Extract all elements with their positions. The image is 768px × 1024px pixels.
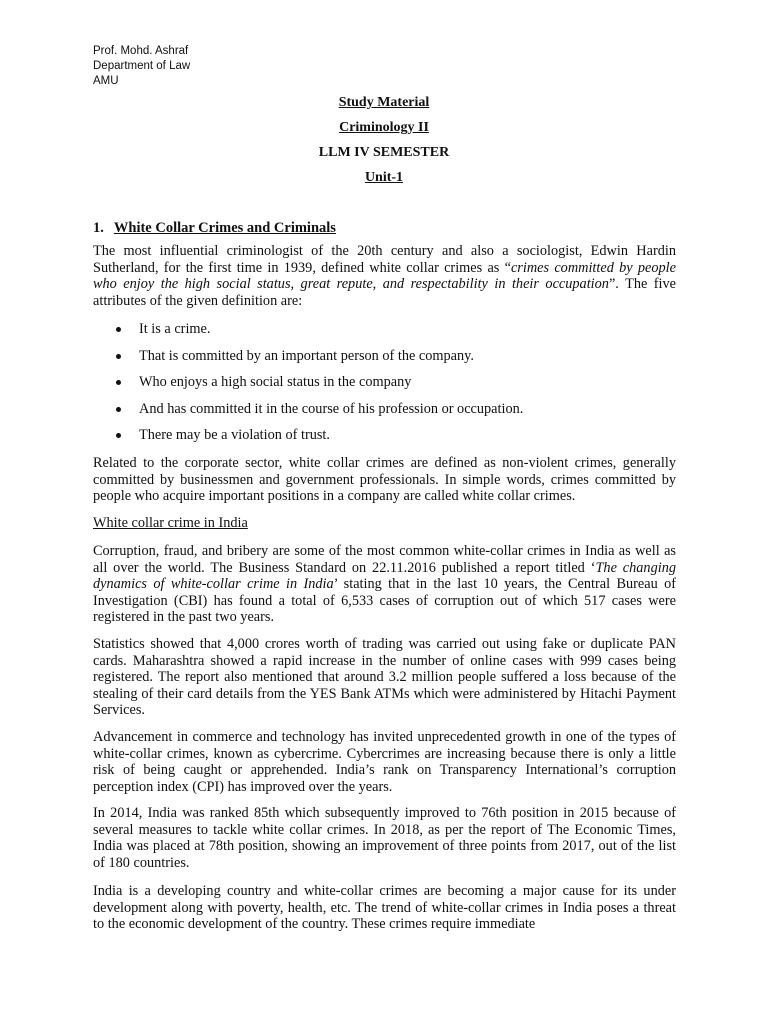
paragraph-corporate: Related to the corporate sector, white collar crimes are defined as non-violent crimes, generally committed by businessmen and government professionals. In simple words, crimes committed by people who acquire important positions in a company are called white collar crimes. (93, 455, 676, 505)
list-item (113, 320, 523, 347)
paragraph-development: India is a developing country and white-collar crimes are becoming a major cause for its under development along with poverty, health, etc. The trend of white-collar crimes in India poses a threat to the economic development of the country. These crimes require immediate (93, 883, 676, 933)
report-title: The changing dynamics of white-collar crime in India (93, 559, 677, 593)
paragraph-definition-lead: The most influential criminologist of the 20th century and also a sociologist, Edwin Hardin Sutherland, for the first time in 1939, defined white collar crimes as “ (93, 243, 676, 276)
list-item-text: Who enjoys a high social status in the company (139, 374, 412, 390)
section-number: 1. (93, 220, 104, 236)
author-name: Prof. Mohd. Ashraf (93, 45, 189, 57)
bullet-icon (116, 354, 121, 359)
list-item-text: It is a crime. (139, 321, 211, 337)
list-item (113, 426, 523, 453)
paragraph-definition (93, 243, 676, 309)
bullet-icon (116, 433, 121, 438)
list-item-text: That is committed by an important person of the company. (139, 347, 474, 364)
paragraph-definition-tail: ”. The five attributes of the given definition are: (93, 276, 676, 309)
paragraph-corruption-tail: ’ stating that in the last 10 years, the Central Bureau of Investigation (CBI) has found a total of 6,533 cases of corruption out of which 517 cases were registered in the past two years. (93, 576, 676, 626)
definition-quote: crimes committed by people who enjoy the high social status, great repute, and respectability in their occupation (93, 259, 676, 293)
bullet-icon (116, 327, 121, 332)
list-item (113, 347, 523, 374)
bullet-icon (116, 380, 121, 385)
paragraph-ranking: In 2014, India was ranked 85th which subsequently improved to 76th position in 2015 because of several measures to tackle white collar crimes. In 2018, as per the report of The Economic Times, India was placed at 78th position, showing an improvement of three points from 2017, out of the list of 180 countries. (93, 805, 676, 871)
author-department: Department of Law (93, 60, 191, 72)
list-item-text: And has committed it in the course of his profession or occupation. (139, 400, 524, 417)
author-block (93, 44, 190, 89)
heading-unit: Unit-1 (364, 170, 404, 185)
list-item (113, 400, 523, 427)
paragraph-corruption (93, 543, 676, 626)
list-item (113, 373, 523, 400)
paragraph-cybercrime: Advancement in commerce and technology has invited unprecedented growth in one of the types of white-collar crimes, known as cybercrime. Cybercrimes are increasing because there is only a little risk of being caught or apprehended. India’s rank on Transparency International’s corruption perception index (CPI) has improved over the years. (93, 729, 676, 795)
section-title (93, 219, 336, 237)
heading-course: Criminology II (339, 120, 429, 135)
attributes-list (113, 320, 523, 453)
list-item-text: There may be a violation of trust. (139, 427, 330, 443)
paragraph-statistics: Statistics showed that 4,000 crores worth of trading was carried out using fake or duplicate PAN cards. Maharashtra showed a rapid increase in the number of online cases with 999 cases being registered. The report also mentioned that around 3.2 million people suffered a loss because of the stealing of their card details from the YES Bank ATMs which were administered by Hitachi Payment Services. (93, 636, 676, 719)
author-institution: AMU (93, 75, 119, 87)
heading-semester: LLM IV SEMESTER (318, 145, 450, 160)
heading-study-material: Study Material (338, 95, 430, 110)
bullet-icon (116, 407, 121, 412)
section-title-text: White Collar Crimes and Criminals (113, 220, 336, 236)
subheading-india: White collar crime in India (93, 515, 248, 531)
paragraph-corruption-lead: Corruption, fraud, and bribery are some of the most common white-collar crimes in India as well as all over the world. The Business Standard on 22.11.2016 published a report titled ‘ (93, 543, 676, 576)
